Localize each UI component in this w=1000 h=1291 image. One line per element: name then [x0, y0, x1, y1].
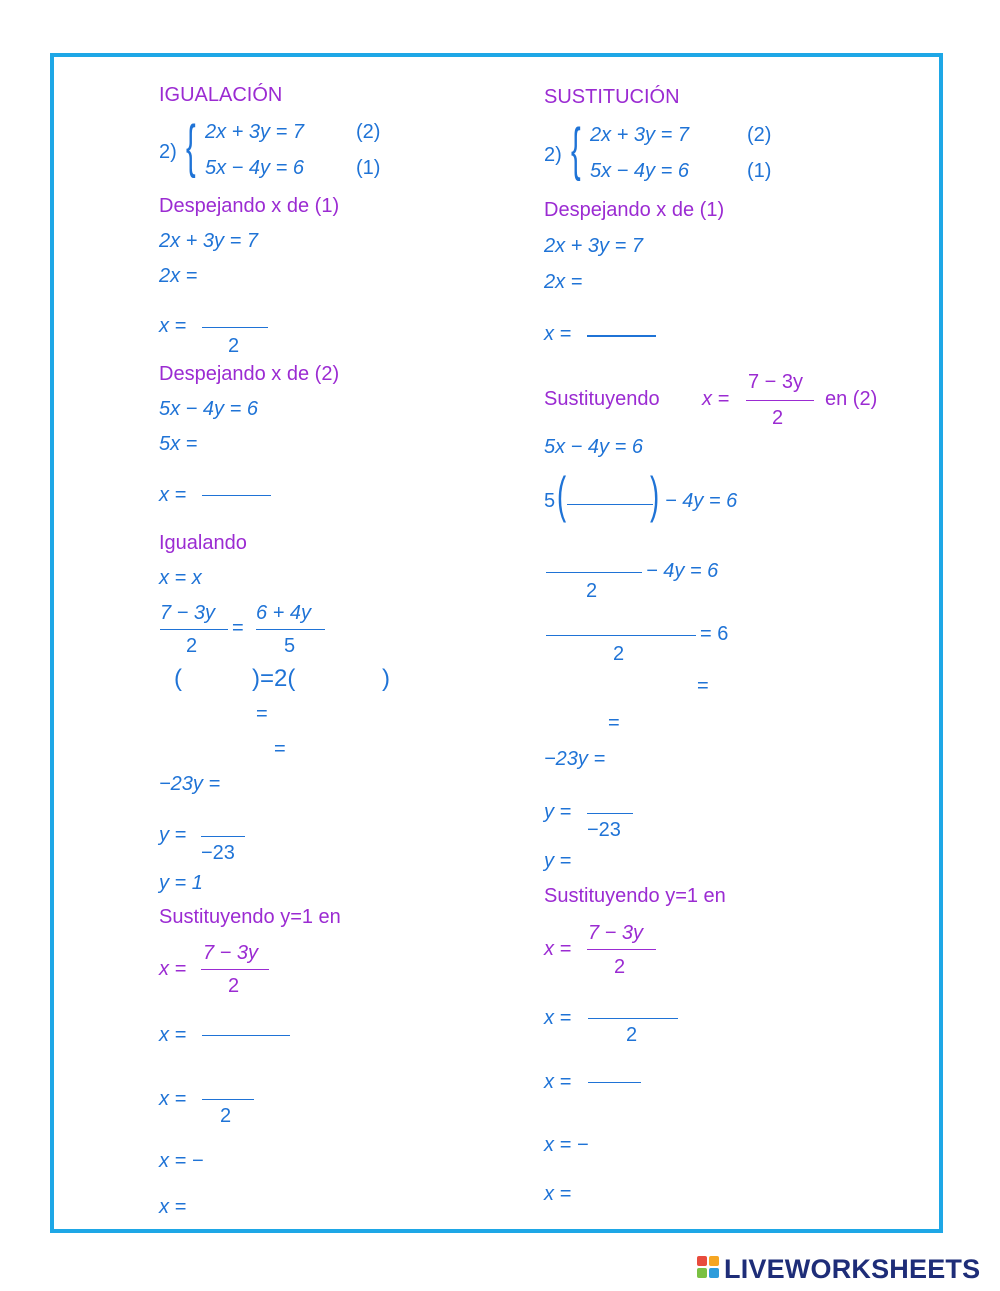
- right-y-den: −23: [587, 819, 621, 841]
- left-paren-open1: (: [174, 665, 182, 692]
- left-s-x: x =: [159, 958, 187, 980]
- right-system-brace: {: [571, 117, 581, 182]
- right-s-x: x =: [544, 938, 572, 960]
- left-paren-blank2[interactable]: [314, 688, 380, 689]
- left-paren-close2: ): [382, 665, 390, 692]
- right-y-blank[interactable]: [587, 813, 633, 814]
- left-d2-line3: x =: [159, 484, 187, 506]
- left-frac2-num: 6 + 4y: [256, 602, 312, 624]
- left-x-line2-den: 2: [220, 1105, 232, 1127]
- left-d1-line1: 2x + 3y = 7: [159, 230, 258, 252]
- left-frac1-den: 2: [186, 635, 198, 657]
- left-frac2-bar: [256, 629, 325, 630]
- right-desp1-heading: Despejando x de (1): [544, 199, 725, 221]
- left-sust-heading: Sustituyendo y=1 en: [159, 906, 341, 928]
- right-x-line3: x = −: [544, 1134, 589, 1156]
- left-system-label: 2): [159, 141, 177, 163]
- right-r-paren-close: ): [650, 467, 660, 523]
- left-y-den: −23: [201, 842, 235, 864]
- left-eq2-tag: (1): [356, 157, 381, 179]
- right-sust-bar: [746, 400, 814, 401]
- right-r-line1: 5x − 4y = 6: [544, 436, 643, 458]
- left-igual-heading: Igualando: [159, 532, 247, 554]
- left-d2-line2: 5x =: [159, 433, 198, 455]
- left-eq1-tag: (2): [356, 121, 381, 143]
- left-eq-b: =: [274, 738, 286, 760]
- left-eq1: 2x + 3y = 7: [205, 121, 304, 143]
- right-s-bar: [587, 949, 656, 950]
- logo-square-l: [697, 1256, 707, 1266]
- left-eq2: 5x − 4y = 6: [205, 157, 304, 179]
- right-x-line4: x =: [544, 1183, 572, 1205]
- left-y-blank[interactable]: [201, 836, 245, 837]
- right-eq1-tag: (2): [747, 124, 772, 146]
- left-desp2-heading: Despejando x de (2): [159, 363, 340, 385]
- right-eq-a: =: [697, 675, 709, 697]
- left-d2-line1: 5x − 4y = 6: [159, 398, 258, 420]
- right-d1-blank[interactable]: [587, 335, 656, 337]
- left-x-line4: x =: [159, 1196, 187, 1218]
- logo-square-v: [697, 1268, 707, 1278]
- left-x-line1: x =: [159, 1024, 187, 1046]
- left-x-line3: x = −: [159, 1150, 204, 1172]
- left-paren-mid: )=2(: [252, 665, 296, 692]
- right-x-blank1[interactable]: [588, 1018, 678, 1019]
- logo-square-e: [709, 1268, 719, 1278]
- left-d1-den: 2: [228, 335, 240, 357]
- right-title: SUSTITUCIÓN: [544, 86, 680, 108]
- left-x-line2: x =: [159, 1088, 187, 1110]
- right-r-five: 5: [544, 490, 556, 512]
- left-d2-blank[interactable]: [202, 495, 271, 496]
- right-r-tail: − 4y = 6: [665, 490, 738, 512]
- right-sust-num: 7 − 3y: [748, 371, 804, 393]
- left-d1-line2: 2x =: [159, 265, 198, 287]
- right-r3-den: 2: [586, 580, 598, 602]
- brand-name: LIVEWORKSHEETS: [724, 1254, 981, 1284]
- right-s-num: 7 − 3y: [588, 922, 644, 944]
- left-y-line3: y = 1: [159, 872, 203, 894]
- left-frac-eq: =: [232, 617, 244, 639]
- right-x-line1: x =: [544, 1007, 572, 1029]
- left-title: IGUALACIÓN: [159, 84, 283, 106]
- left-x-blank2[interactable]: [202, 1099, 254, 1100]
- right-y-line2: y =: [544, 801, 572, 823]
- right-x-blank2[interactable]: [588, 1082, 641, 1083]
- right-eq2-tag: (1): [747, 160, 772, 182]
- left-d1-line3: x =: [159, 315, 187, 337]
- right-d1-line1: 2x + 3y = 7: [544, 235, 643, 257]
- right-eq2: 5x − 4y = 6: [590, 160, 689, 182]
- right-x-line1-den: 2: [626, 1024, 638, 1046]
- right-r3-blank[interactable]: [546, 572, 642, 573]
- right-sust-tail: en (2): [825, 388, 878, 410]
- left-s-den: 2: [228, 975, 240, 997]
- right-x-line2: x =: [544, 1071, 572, 1093]
- left-paren-blank1[interactable]: [186, 688, 250, 689]
- right-system-label: 2): [544, 144, 562, 166]
- right-sust-label: Sustituyendo: [544, 388, 660, 410]
- left-frac1-bar: [160, 629, 228, 630]
- left-frac2-den: 5: [284, 635, 296, 657]
- right-d1-line3: x =: [544, 323, 572, 345]
- left-x-blank1[interactable]: [202, 1035, 290, 1036]
- left-s-num: 7 − 3y: [203, 942, 259, 964]
- right-r-paren-open: (: [557, 467, 567, 523]
- right-r-blank[interactable]: [567, 504, 653, 505]
- left-d1-blank[interactable]: [202, 327, 268, 328]
- right-y-line3: y =: [544, 850, 572, 872]
- left-system-brace: {: [186, 114, 196, 179]
- left-s-bar: [201, 969, 269, 970]
- logo-square-i: [709, 1256, 719, 1266]
- right-r4-tail: = 6: [700, 623, 729, 645]
- right-r3-tail: − 4y = 6: [646, 560, 719, 582]
- left-i-line1: x = x: [159, 567, 202, 589]
- right-sust-x: x =: [702, 388, 730, 410]
- right-r4-den: 2: [613, 643, 625, 665]
- left-eq-a: =: [256, 703, 268, 725]
- left-y-line2: y =: [159, 824, 187, 846]
- left-desp1-heading: Despejando x de (1): [159, 195, 340, 217]
- left-frac1-num: 7 − 3y: [160, 602, 216, 624]
- right-r4-blank[interactable]: [546, 635, 696, 636]
- left-y-line1: −23y =: [159, 773, 221, 795]
- right-y-line1: −23y =: [544, 748, 606, 770]
- right-sust2-heading: Sustituyendo y=1 en: [544, 885, 726, 907]
- right-s-den: 2: [614, 956, 626, 978]
- right-d1-line2: 2x =: [544, 271, 583, 293]
- right-eq1: 2x + 3y = 7: [590, 124, 689, 146]
- right-sust-den: 2: [772, 407, 784, 429]
- right-eq-b: =: [608, 712, 620, 734]
